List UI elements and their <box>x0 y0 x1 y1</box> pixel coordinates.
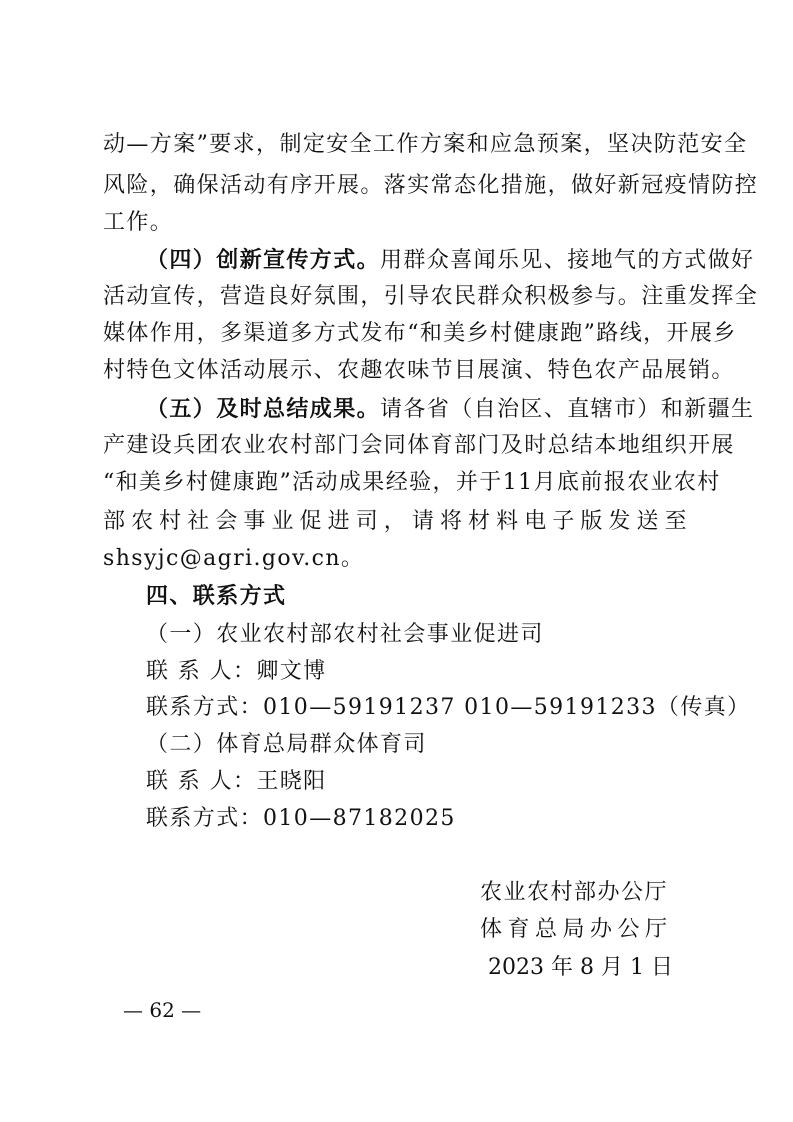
contact-person: 联 系 人：王晓阳 <box>146 769 327 794</box>
signature-org: 农业农村部办公厅 <box>480 880 669 905</box>
contact-person: 联 系 人：卿文博 <box>146 659 327 684</box>
paragraph-line: 部农村社会事业促进司，请将材料电子版发送至 <box>103 509 688 534</box>
paragraph-line: 媒体作用，多渠道多方式发布“和美乡村健康跑”路线，开展乡 <box>103 321 737 346</box>
paragraph-lead: （五）及时总结成果。 <box>146 396 381 422</box>
signature-org: 体育总局办公厅 <box>480 917 673 942</box>
paragraph-text: 用群众喜闻乐见、接地气的方式做好 <box>380 248 755 273</box>
paragraph-text: 请各省（自治区、直辖市）和新疆生 <box>380 397 755 422</box>
contact-phone: 联系方式：010—87182025 <box>146 806 456 831</box>
paragraph-line: 活动宣传，营造良好氛围，引导农民群众积极参与。注重发挥全 <box>103 284 759 309</box>
email-line: shsyjc@agri.gov.cn。 <box>103 546 365 571</box>
section-heading: 四、联系方式 <box>146 583 287 609</box>
paragraph-line: 产建设兵团农业农村部门会同体育部门及时总结本地组织开展 <box>103 433 735 458</box>
contact-phone: 联系方式：010—59191237 010—59191233（传真） <box>146 695 751 720</box>
paragraph-lead: （四）创新宣传方式。 <box>146 247 381 273</box>
contact-group-title: （一）农业农村部农村社会事业促进司 <box>146 622 544 647</box>
paragraph-line: 风险，确保活动有序开展。落实常态化措施，做好新冠疫情防控 <box>103 173 759 198</box>
paragraph-line: 工作。 <box>103 210 174 235</box>
paragraph-line: 动—方案”要求，制定安全工作方案和应急预案，坚决防范安全 <box>103 132 748 157</box>
signature-date: 2023 年 8 月 1 日 <box>488 955 673 980</box>
paragraph-line: 村特色文体活动展示、农趣农味节目展演、特色农产品展销。 <box>103 358 735 383</box>
paragraph-line <box>146 244 755 276</box>
page-number: — 62 — <box>123 998 202 1022</box>
contact-group-title: （二）体育总局群众体育司 <box>146 732 427 757</box>
paragraph-line: “和美乡村健康跑”活动成果经验，并于11月底前报农业农村 <box>103 470 721 495</box>
paragraph-line <box>146 393 755 425</box>
